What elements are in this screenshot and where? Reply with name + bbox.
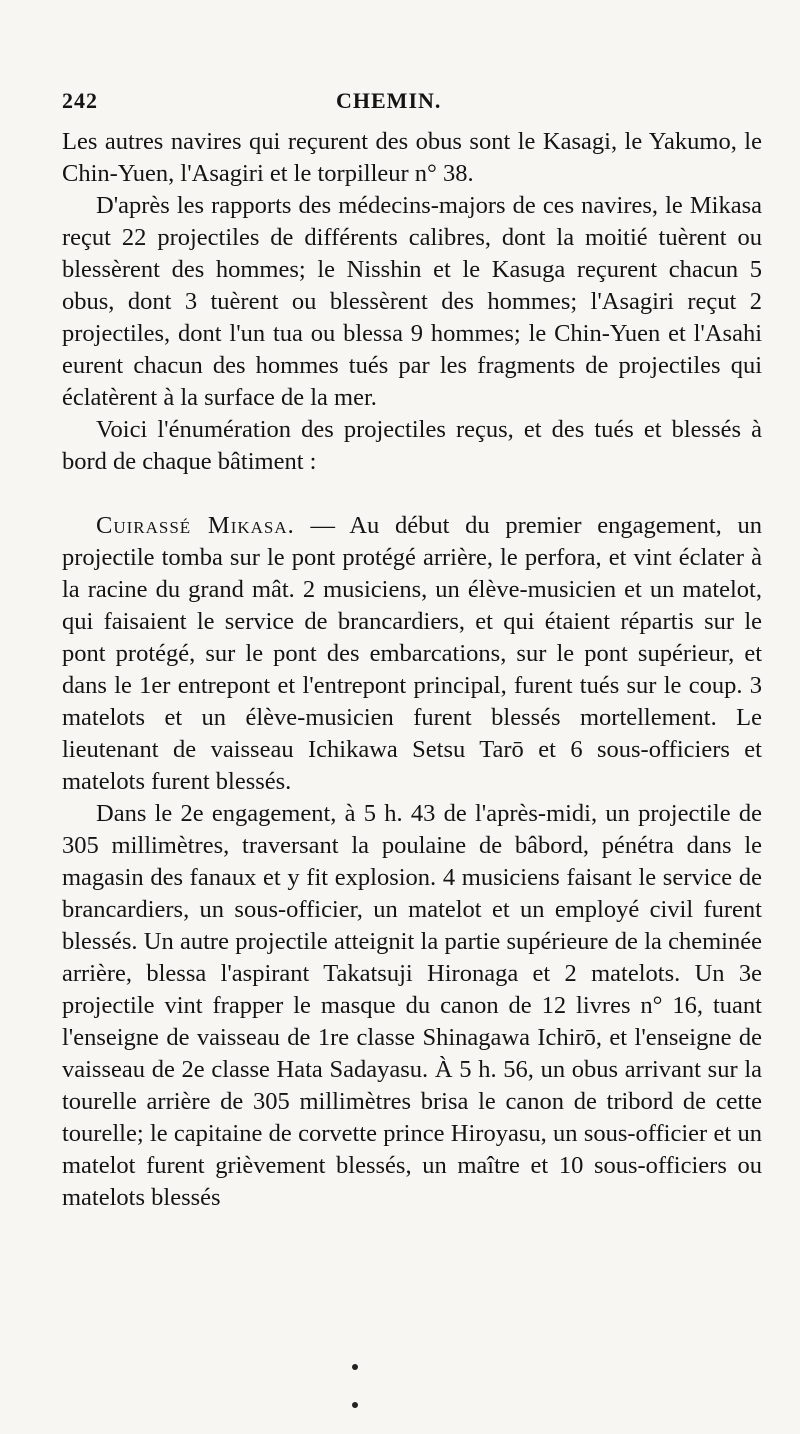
paragraph-5: Dans le 2e engagement, à 5 h. 43 de l'après-midi, un projectile de 305 millimètres, traversant la poulaine de bâbord, pénétra dans le magasin des fanaux et y fit explosion. 4 musiciens faisant le service de brancardiers, un sous-officier, un matelot et un employé civil furent blessés. Un autre projectile atteignit la partie supérieure de la cheminée arrière, blessa l'aspirant Takatsuji Hironaga et 2 matelots. Un 3e projectile vint frapper le masque du canon de 12 livres n° 16, tuant l'enseigne de vaisseau de 1re classe Shinagawa Ichirō, et l'enseigne de vaisseau de 2e classe Hata Sadayasu. À 5 h. 56, un obus arrivant sur la tourelle arrière de 305 millimètres brisa le canon de tribord de cette tourelle; le capitaine de corvette prince Hiroyasu, un sous-officier et un matelot furent grièvement blessés, un maître et 10 sous-officiers ou matelots blessés bbox=[62, 800, 762, 1211]
section-heading: Cuirassé Mikasa. bbox=[96, 512, 295, 539]
ink-dot bbox=[352, 1364, 358, 1370]
body-text bbox=[62, 126, 762, 1214]
paragraph-mikasa bbox=[62, 510, 762, 798]
ink-dot bbox=[352, 1402, 358, 1408]
page-number: 242 bbox=[62, 88, 98, 113]
page-header bbox=[62, 88, 762, 118]
paragraph-2: D'après les rapports des médecins-majors de ces navires, le Mikasa reçut 22 projectiles de différents calibres, dont la moitié tuèrent ou blessèrent des hommes; le Nisshin et le Kasuga reçurent chacun 5 obus, dont 3 tuèrent ou blessèrent des hommes; l'Asagiri reçut 2 projectiles, dont l'un tua ou blessa 9 hommes; le Chin-Yuen et l'Asahi eurent chacun des hommes tués par les fragments de projectiles qui éclatèrent à la surface de la mer. bbox=[62, 192, 762, 411]
running-head: CHEMIN. bbox=[336, 88, 442, 113]
paragraph-3: Voici l'énumération des projectiles reçus, et des tués et blessés à bord de chaque bâtiment : bbox=[62, 416, 762, 475]
paragraph-1: Les autres navires qui reçurent des obus sont le Kasagi, le Yakumo, le Chin-Yuen, l'Asagiri et le torpilleur n° 38. bbox=[62, 128, 762, 187]
paragraph-mikasa-text: — Au début du premier engagement, un projectile tomba sur le pont protégé arrière, le perfora, et vint éclater à la racine du grand mât. 2 musiciens, un élève-musicien et un matelot, qui faisaient le service de brancardiers, et qui étaient répartis sur le pont protégé, sur le pont des embarcations, sur le pont supérieur, et dans le 1er entrepont et l'entrepont principal, furent tués sur le coup. 3 matelots et un élève-musicien furent blessés mortellement. Le lieutenant de vaisseau Ichikawa Setsu Tarō et 6 sous-officiers et matelots furent blessés. bbox=[62, 512, 762, 795]
